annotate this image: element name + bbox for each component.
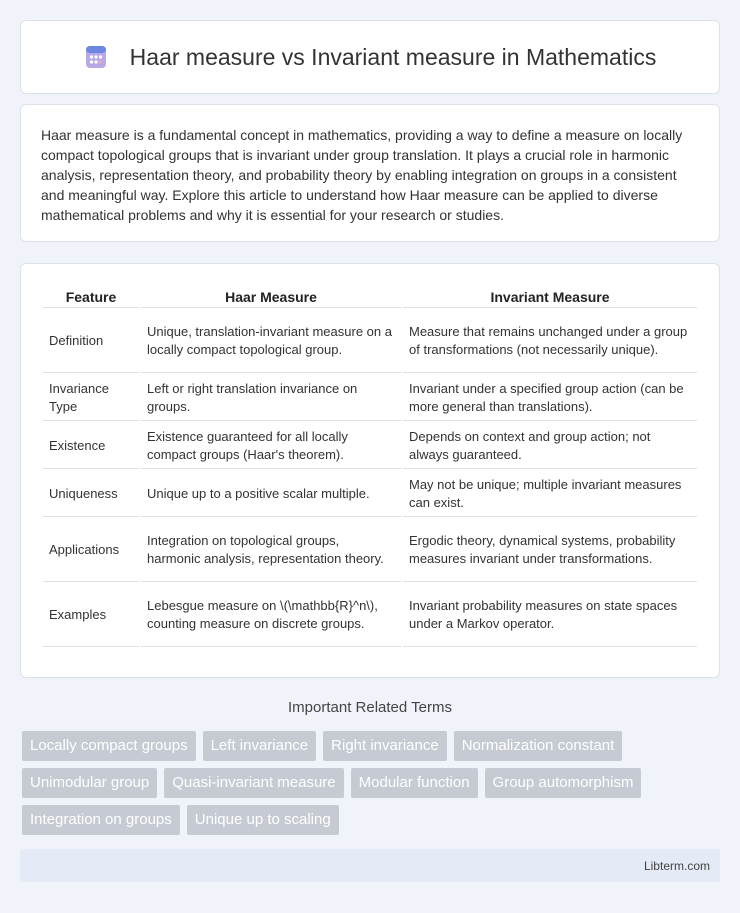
related-term-tag[interactable]: Unimodular group [22,768,157,798]
column-header: Haar Measure [141,286,401,308]
table-row [43,423,697,469]
header-card [20,20,720,94]
table-cell: Measure that remains unchanged under a group of transformations (not necessarily unique). [403,310,697,373]
related-term-tag[interactable]: Group automorphism [485,768,642,798]
table-cell: Invariant probability measures on state spaces under a Markov operator. [403,584,697,647]
related-term-tag[interactable]: Modular function [351,768,478,798]
footer [20,849,720,882]
table-cell: Definition [43,310,139,373]
page-title: Haar measure vs Invariant measure in Mathematics [129,43,657,70]
table-cell: Unique, translation-invariant measure on a locally compact topological group. [141,310,401,373]
related-term-tag[interactable]: Locally compact groups [22,731,196,761]
table-header-row [43,286,697,308]
table-row [43,310,697,373]
table-row [43,519,697,582]
table-cell: Invariant under a specified group action (can be more general than translations). [403,375,697,421]
intro-text: Haar measure is a fundamental concept in mathematics, providing a way to define a measure on locally compact topological groups that is invariant under group translation. It plays a crucial role in harmonic analysis, representation theory, and probability theory by enabling integration on groups in a consistent and meaningful way. Explore this article to understand how Haar measure can be applied to diverse mathematical problems and why it is essential for your research or studies. [41,127,683,223]
related-terms-title: Important Related Terms [288,699,452,716]
comparison-table [41,284,699,649]
table-cell: Integration on topological groups, harmonic analysis, representation theory. [141,519,401,582]
calculator-icon [84,45,108,69]
table-cell: Examples [43,584,139,647]
table-cell: Existence [43,423,139,469]
related-term-tag[interactable]: Quasi-invariant measure [164,768,343,798]
comparison-card [20,263,720,678]
column-header: Feature [43,286,139,308]
related-terms-list [22,731,722,842]
table-row [43,375,697,421]
footer-brand-link[interactable]: Libterm.com [643,858,710,873]
table-cell: Lebesgue measure on \(\mathbb{R}^n\), counting measure on discrete groups. [141,584,401,647]
table-cell: Depends on context and group action; not always guaranteed. [403,423,697,469]
table-cell: Ergodic theory, dynamical systems, probability measures invariant under transformations. [403,519,697,582]
table-cell: Applications [43,519,139,582]
table-cell: Unique up to a positive scalar multiple. [141,471,401,517]
table-cell: Existence guaranteed for all locally compact groups (Haar's theorem). [141,423,401,469]
related-term-tag[interactable]: Left invariance [203,731,317,761]
table-cell: Left or right translation invariance on groups. [141,375,401,421]
table-row [43,471,697,517]
related-term-tag[interactable]: Normalization constant [454,731,623,761]
table-cell: May not be unique; multiple invariant measures can exist. [403,471,697,517]
related-term-tag[interactable]: Unique up to scaling [187,805,339,835]
related-term-tag[interactable]: Integration on groups [22,805,180,835]
table-cell: Uniqueness [43,471,139,517]
column-header: Invariant Measure [403,286,697,308]
related-term-tag[interactable]: Right invariance [323,731,447,761]
intro-card [20,104,720,242]
table-cell: Invariance Type [43,375,139,421]
table-row [43,584,697,647]
